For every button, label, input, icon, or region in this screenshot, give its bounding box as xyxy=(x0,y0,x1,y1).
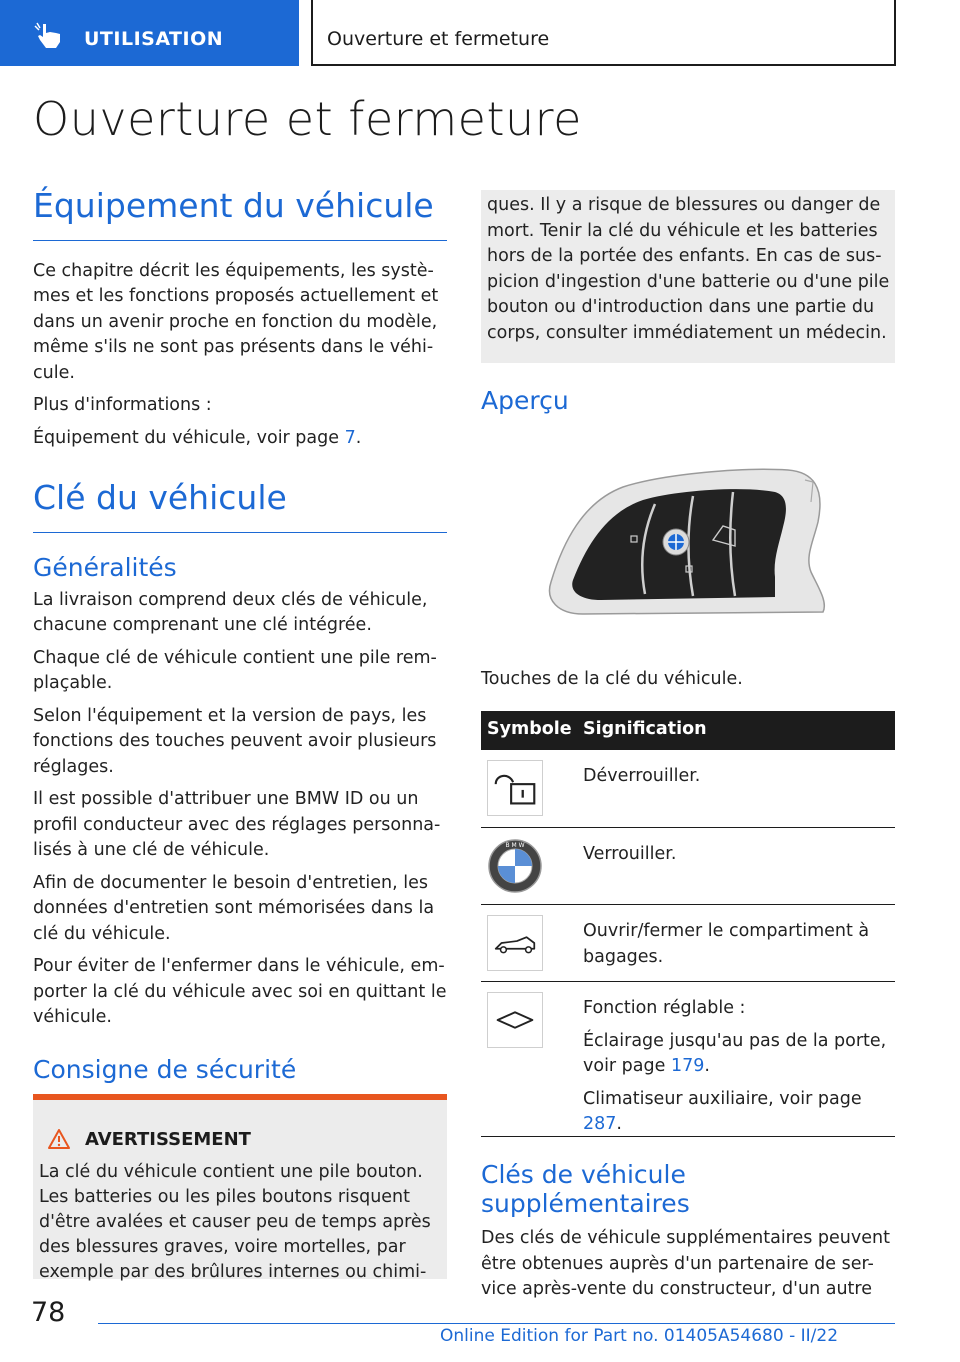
general-paragraph: Chaque clé de véhicule contient une pile rem-plaçable. xyxy=(33,647,437,694)
warning-box xyxy=(33,1094,447,1282)
row-meaning: Ouvrir/fermer le compartiment à bagages. xyxy=(583,921,870,967)
hand-icon xyxy=(34,22,64,50)
general-paragraph: Il est possible d'attribuer une BMW ID ou un profil conducteur avec des réglages personna-lisés à une clé de véhicule. xyxy=(33,789,441,861)
diamond-function-icon xyxy=(487,992,543,1048)
unlock-icon xyxy=(487,760,543,816)
equipment-section xyxy=(33,186,447,451)
svg-text:B M W: B M W xyxy=(505,842,525,849)
function-label: Fonction réglable : xyxy=(583,998,746,1018)
page-link[interactable]: 179 xyxy=(670,1056,705,1076)
heading-rule xyxy=(33,240,447,241)
table-row xyxy=(481,905,895,982)
heading-rule xyxy=(33,532,447,533)
page-link[interactable]: 7 xyxy=(344,427,356,448)
bmw-logo-icon xyxy=(487,838,543,894)
safety-heading: Consigne de sécurité xyxy=(33,1054,297,1084)
overview-heading: Aperçu xyxy=(481,386,569,415)
general-paragraph: Pour éviter de l'enfermer dans le véhicule, em-porter la clé du véhicule avec soi en quittant le véhicule. xyxy=(33,956,447,1028)
more-info-label: Plus d'informations : xyxy=(33,395,212,416)
table-header xyxy=(481,711,895,750)
chapter-label: Ouverture et fermeture xyxy=(327,28,550,50)
general-paragraph: La livraison comprend deux clés de véhicule, chacune comprenant une clé intégrée. xyxy=(33,589,428,636)
page-title: Ouverture et fermeture xyxy=(33,92,582,146)
overview-section xyxy=(481,386,895,415)
column-header-symbol: Symbole xyxy=(487,719,572,739)
table-row xyxy=(481,828,895,905)
equipment-heading: Équipement du véhicule xyxy=(33,186,434,225)
warning-text-continued: ques. Il y a risque de blessures ou danger de mort. Tenir la clé du véhicule et les batteries hors de la portée des enfants. En cas de sus-picion d'ingestion d'une batterie ou d'une pile bouton ou d'introduction dans une partie du corps, consulter immédiatement un médecin. xyxy=(487,195,890,343)
table-row xyxy=(481,982,895,1137)
footer-rule xyxy=(98,1323,895,1324)
edition-footer: Online Edition for Part no. 01405A54680 - II/22 xyxy=(440,1326,839,1346)
function-option: Climatiseur auxiliaire, voir page 287. xyxy=(583,1088,862,1134)
table-row xyxy=(481,750,895,828)
warning-text: La clé du véhicule contient une pile bouton. Les batteries ou les piles boutons risquent d'être avalées et causer peu de temps après des blessures graves, voire mortelles, par exemple par des brûlures internes ou chimi- xyxy=(39,1162,431,1282)
section-tab[interactable] xyxy=(0,0,299,66)
key-section xyxy=(33,478,447,1084)
key-fob-image xyxy=(543,462,833,617)
warning-title: AVERTISSEMENT xyxy=(85,1128,251,1150)
function-option: Éclairage jusqu'au pas de la porte, voir page 179. xyxy=(583,1030,887,1076)
row-meaning: Déverrouiller. xyxy=(583,766,701,786)
symbol-table xyxy=(481,711,895,1137)
row-meaning xyxy=(583,996,893,1138)
general-heading: Généralités xyxy=(33,552,177,582)
page-link[interactable]: 287 xyxy=(583,1114,617,1134)
warning-box-continued xyxy=(481,190,895,363)
image-caption: Touches de la clé du véhicule. xyxy=(481,669,743,689)
warning-header xyxy=(47,1128,251,1150)
equipment-paragraph: Ce chapitre décrit les équipements, les systè-mes et les fonctions proposés actuellement et dans un avenir proche en fonction du modèle, même s'ils ne sont pas présents dans le véhi-cule. xyxy=(33,260,439,383)
general-paragraph: Selon l'équipement et la version de pays, les fonctions des touches peuvent avoir plusieurs réglages. xyxy=(33,705,437,777)
row-meaning: Verrouiller. xyxy=(583,844,677,864)
column-header-meaning: Signification xyxy=(583,719,707,739)
general-paragraph: Afin de documenter le besoin d'entretien, les données d'entretien sont mémorisées dans la clé du véhicule. xyxy=(33,872,435,944)
trunk-car-icon xyxy=(487,915,543,971)
page-number: 78 xyxy=(31,1297,66,1328)
equipment-reference: Équipement du véhicule, voir page 7. xyxy=(33,427,362,448)
extra-keys-paragraph: Des clés de véhicule supplémentaires peuvent être obtenues auprès d'un partenaire de ser-vice après-vente du constructeur, d'un autre xyxy=(481,1228,890,1299)
extra-keys-section xyxy=(481,1160,895,1303)
section-label: UTILISATION xyxy=(84,28,224,50)
extra-keys-heading: Clés de véhicule supplémentaires xyxy=(481,1160,690,1218)
warning-triangle-icon xyxy=(47,1128,71,1150)
key-heading: Clé du véhicule xyxy=(33,478,287,517)
